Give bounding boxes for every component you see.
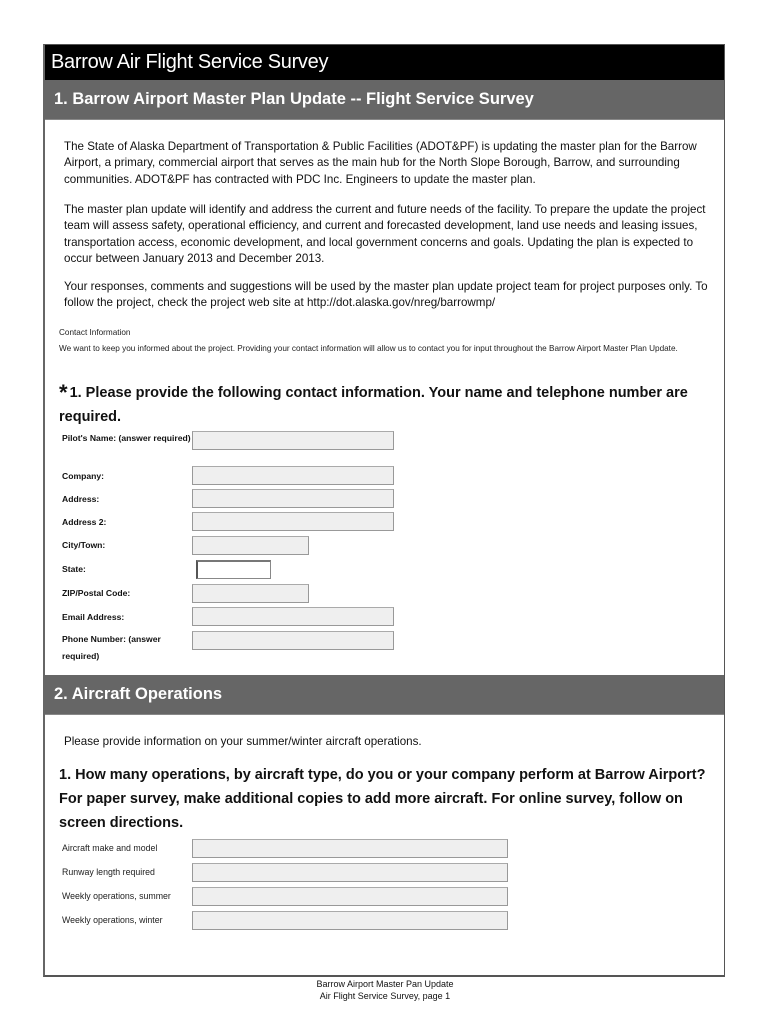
company-input[interactable]: [192, 466, 394, 485]
state-input[interactable]: [196, 560, 271, 579]
field-label-weekly-summer: Weekly operations, summer: [62, 891, 171, 901]
survey-page: [43, 44, 725, 977]
field-label-weekly-winter: Weekly operations, winter: [62, 915, 163, 925]
intro-paragraph-2: The master plan update will identify and address the current and future needs of the facility. To prepare the update the project team will assess safety, operational efficiency, and current and forecasted development, land use needs and leasing issues, transportation access, economic development, and local government concerns and goals. Updating the plan is expected to occur between January 2013 and December 2013.: [64, 203, 706, 265]
required-asterisk-icon: *: [59, 380, 68, 405]
zip-input[interactable]: [192, 584, 309, 603]
runway-length-input[interactable]: [192, 863, 508, 882]
survey-title: Barrow Air Flight Service Survey: [45, 45, 724, 80]
pilot-name-input[interactable]: [192, 431, 394, 450]
contact-description: We want to keep you informed about the project. Providing your contact information will allow us to contact you for input throughout the Barrow Airport Master Plan Update.: [59, 344, 678, 353]
contact-question-text: 1. Please provide the following contact information. Your name and telephone number are required.: [59, 385, 688, 425]
address-input[interactable]: [192, 489, 394, 508]
field-label-phone: Phone Number: (answer required): [62, 634, 161, 661]
section-header-1: 1. Barrow Airport Master Plan Update -- Flight Service Survey: [45, 80, 724, 120]
field-label-address-2: Address 2:: [62, 517, 107, 527]
contact-heading: Contact Information: [59, 328, 131, 337]
section-header-2: 2. Aircraft Operations: [45, 675, 724, 715]
email-input[interactable]: [192, 607, 394, 626]
intro-paragraph-3: Your responses, comments and suggestions will be used by the master plan update project team for project purposes only. To follow the project, check the project web site at http://dot.alaska.gov/nreg/barrowmp/: [64, 280, 708, 310]
weekly-summer-input[interactable]: [192, 887, 508, 906]
field-label-email: Email Address:: [62, 612, 125, 622]
address-2-input[interactable]: [192, 512, 394, 531]
field-label-runway-length: Runway length required: [62, 867, 155, 877]
contact-question: [59, 381, 719, 429]
field-label-company: Company:: [62, 471, 105, 481]
footer-line-2: Air Flight Service Survey, page 1: [319, 991, 451, 1001]
field-label-zip: ZIP/Postal Code:: [62, 588, 131, 598]
field-label-state: State:: [62, 564, 86, 574]
field-label-pilot-name: Pilot's Name: (answer required): [62, 433, 191, 443]
field-label-address: Address:: [62, 494, 100, 504]
intro-paragraph-1: The State of Alaska Department of Transportation & Public Facilities (ADOT&PF) is updating the master plan for the Barrow Airport, a primary, commercial airport that serves as the main hub for the North Slope Borough, Barrow, and surrounding communities. ADOT&PF has contracted with PDC Inc. Engineers to update the master plan.: [64, 140, 697, 186]
field-label-city: City/Town:: [62, 540, 106, 550]
operations-intro: Please provide information on your summer/winter aircraft operations.: [64, 735, 422, 748]
field-label-aircraft-model: Aircraft make and model: [62, 843, 158, 853]
weekly-winter-input[interactable]: [192, 911, 508, 930]
aircraft-model-input[interactable]: [192, 839, 508, 858]
city-input[interactable]: [192, 536, 309, 555]
footer-line-1: Barrow Airport Master Pan Update: [316, 979, 454, 989]
phone-input[interactable]: [192, 631, 394, 650]
operations-question: 1. How many operations, by aircraft type, do you or your company perform at Barrow Airport? For paper survey, make additional copies to add more aircraft. For online survey, follow on screen directions.: [59, 767, 706, 831]
